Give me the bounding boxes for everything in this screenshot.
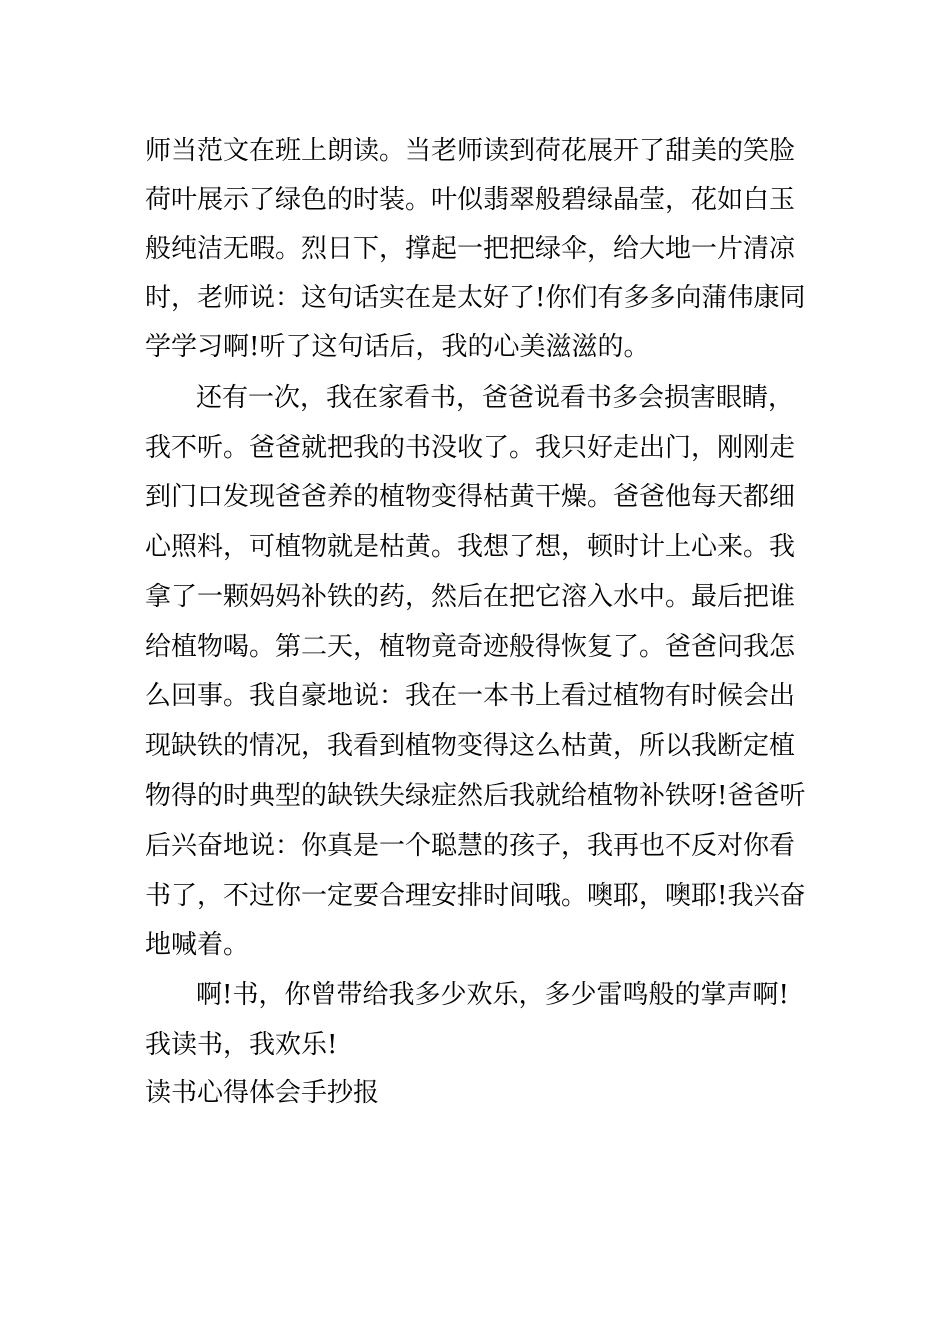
text-line: 地喊着。 xyxy=(145,930,250,960)
text-line: 给植物喝。第二天，植物竟奇迹般得恢复了。爸爸问我怎 xyxy=(145,632,796,662)
text-line: 到门口发现爸爸养的植物变得枯黄干燥。爸爸他每天都细 xyxy=(145,482,796,512)
text-line: 荷叶展示了绿色的时装。叶似翡翠般碧绿晶莹，花如白玉 xyxy=(145,185,796,215)
text-line: 时，老师说：这句话实在是太好了!你们有多多向蒲伟康同 xyxy=(145,283,806,313)
text-line: 我不听。爸爸就把我的书没收了。我只好走出门，刚刚走 xyxy=(145,433,796,463)
text-line: 师当范文在班上朗读。当老师读到荷花展开了甜美的笑脸 xyxy=(145,136,796,166)
text-line: 心照料，可植物就是枯黄。我想了想，顿时计上心来。我 xyxy=(145,532,796,562)
text-line: 现缺铁的情况，我看到植物变得这么枯黄，所以我断定植 xyxy=(145,731,796,761)
text-line: 后兴奋地说：你真是一个聪慧的孩子，我再也不反对你看 xyxy=(145,831,796,861)
text-line: 么回事。我自豪地说：我在一本书上看过植物有时候会出 xyxy=(145,681,796,711)
text-line: 物得的时典型的缺铁失绿症然后我就给植物补铁呀!爸爸听 xyxy=(145,781,806,811)
text-line: 书了，不过你一定要合理安排时间哦。噢耶，噢耶!我兴奋 xyxy=(145,881,806,911)
text-line: 般纯洁无暇。烈日下，撑起一把把绿伞，给大地一片清凉 xyxy=(145,234,796,264)
text-line: 啊!书，你曾带给我多少欢乐，多少雷鸣般的掌声啊! xyxy=(196,980,789,1010)
text-line: 还有一次，我在家看书，爸爸说看书多会损害眼睛， xyxy=(196,383,795,413)
section-title: 读书心得体会手抄报 xyxy=(145,1078,380,1108)
text-line: 我读书，我欢乐! xyxy=(145,1030,338,1060)
text-line: 学学习啊!听了这句话后，我的心美滋滋的。 xyxy=(145,332,650,362)
text-line: 拿了一颗妈妈补铁的药，然后在把它溶入水中。最后把谁 xyxy=(145,582,796,612)
